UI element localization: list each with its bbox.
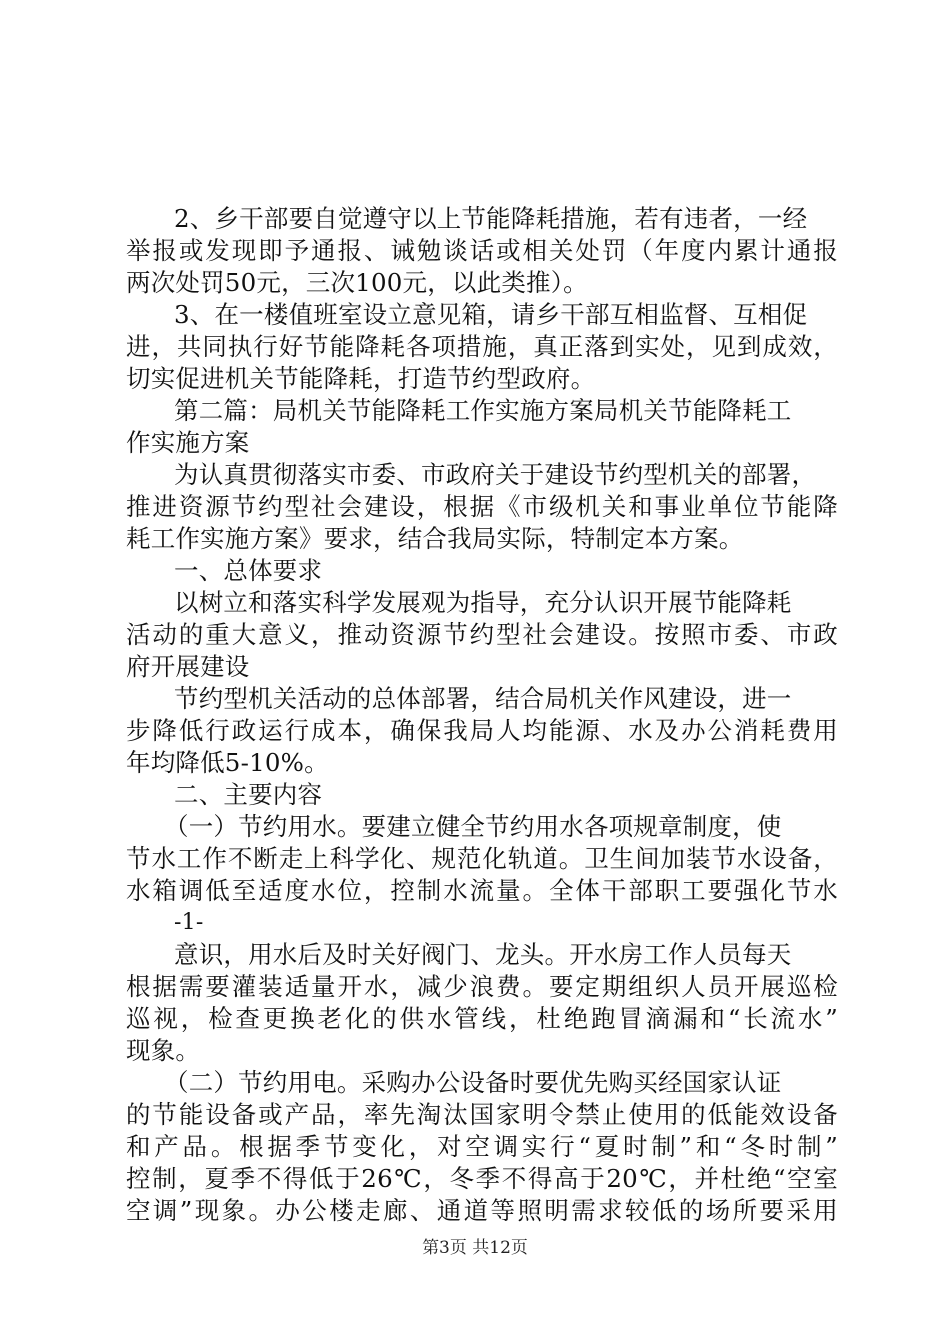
text-line: 控制，夏季不得低于26℃，冬季不得高于20℃，并杜绝“空室 xyxy=(126,1164,838,1193)
text-line: （一）节约用水。要建立健全节约用水各项规章制度，使 xyxy=(164,812,782,841)
text-line: 空调”现象。办公楼走廊、通道等照明需求较低的场所要采用 xyxy=(126,1196,838,1225)
text-line: 为认真贯彻落实市委、市政府关于建设节约型机关的部署， xyxy=(174,460,817,489)
text-line: 举报或发现即予通报、诫勉谈话或相关处罚（年度内累计通报 xyxy=(126,236,838,265)
text-line: 以树立和落实科学发展观为指导，充分认识开展节能降耗 xyxy=(174,588,792,617)
text-line: 进，共同执行好节能降耗各项措施，真正落到实处，见到成效， xyxy=(126,332,838,361)
text-line: -1- xyxy=(174,910,204,935)
text-line: 意识，用水后及时关好阀门、龙头。开水房工作人员每天 xyxy=(174,940,792,969)
text-line: 根据需要灌装适量开水，减少浪费。要定期组织人员开展巡检 xyxy=(126,972,838,1001)
text-line: 第二篇：局机关节能降耗工作实施方案局机关节能降耗工 xyxy=(174,396,792,425)
document-body xyxy=(126,203,838,1227)
text-line: 水箱调低至适度水位，控制水流量。全体干部职工要强化节水 xyxy=(126,876,838,905)
text-line: 活动的重大意义，推动资源节约型社会建设。按照市委、市政 xyxy=(126,620,838,649)
text-line: 两次处罚50元，三次100元，以此类推）。 xyxy=(126,268,588,297)
text-line: 作实施方案 xyxy=(126,428,250,457)
text-line: 二、主要内容 xyxy=(174,780,323,809)
text-line: 巡视，检查更换老化的供水管线，杜绝跑冒滴漏和“长流水” xyxy=(126,1004,838,1033)
text-line: 现象。 xyxy=(126,1036,201,1065)
text-line: 和产品。根据季节变化，对空调实行“夏时制”和“冬时制” xyxy=(126,1132,838,1161)
text-line: （二）节约用电。采购办公设备时要优先购买经国家认证 xyxy=(164,1068,782,1097)
text-line: 的节能设备或产品，率先淘汰国家明令禁止使用的低能效设备 xyxy=(126,1100,838,1129)
text-line: 府开展建设 xyxy=(126,652,250,681)
text-line: 切实促进机关节能降耗，打造节约型政府。 xyxy=(126,364,596,393)
text-line: 节水工作不断走上科学化、规范化轨道。卫生间加装节水设备， xyxy=(126,844,838,873)
page-footer: 第3页 共12页 xyxy=(422,1238,528,1258)
text-line: 一、总体要求 xyxy=(174,556,323,585)
text-line: 推进资源节约型社会建设，根据《市级机关和事业单位节能降 xyxy=(126,492,838,521)
text-line: 3、在一楼值班室设立意见箱，请乡干部互相监督、互相促 xyxy=(174,300,808,329)
text-line: 节约型机关活动的总体部署，结合局机关作风建设，进一 xyxy=(174,684,792,713)
text-line: 年均降低5-10%。 xyxy=(126,748,329,777)
text-line: 步降低行政运行成本，确保我局人均能源、水及办公消耗费用 xyxy=(126,716,838,745)
text-line: 耗工作实施方案》要求，结合我局实际，特制定本方案。 xyxy=(126,524,744,553)
text-line: 2、乡干部要自觉遵守以上节能降耗措施，若有违者，一经 xyxy=(174,204,808,233)
